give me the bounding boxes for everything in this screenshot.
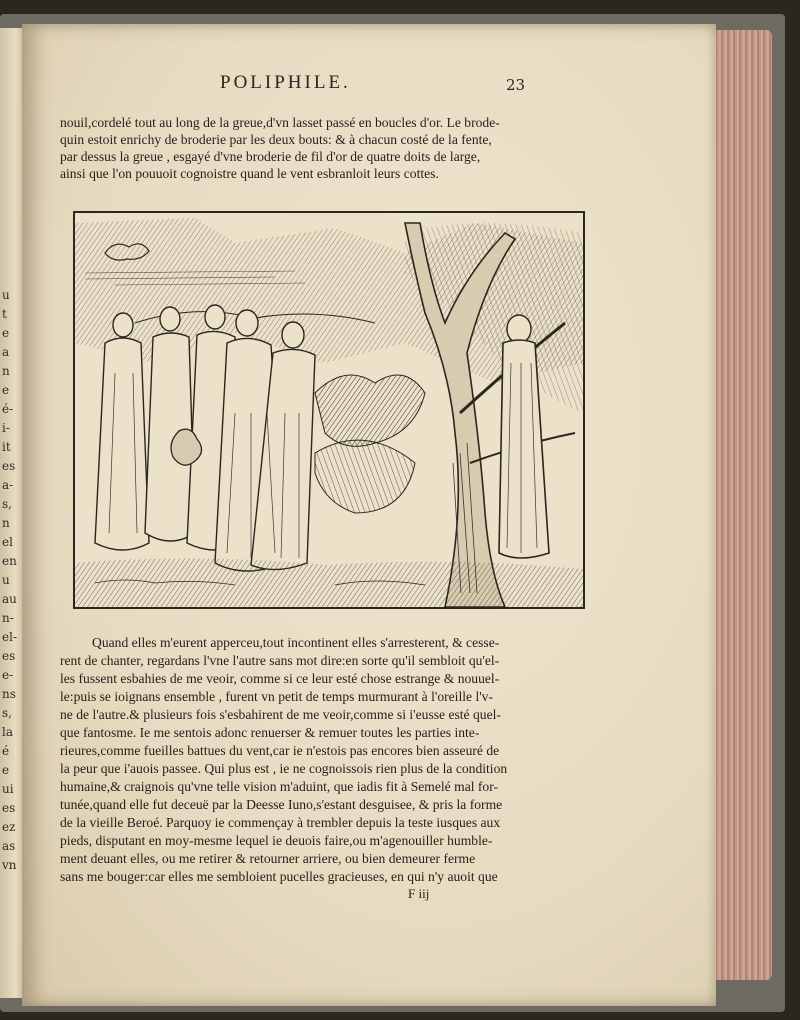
text-line: tunée,quand elle fut deceuë par la Deesse Iuno,s'estant desguisee, & pris la forme [60, 797, 503, 812]
left-page-fragment: es [2, 459, 16, 473]
left-page-fragment: e- [2, 668, 14, 682]
left-page-fragment: la [2, 725, 13, 739]
text-line: quin estoit enrichy de broderie par les deux bouts: & à chacun costé de la fente, [60, 132, 492, 147]
left-page-fragment: n [2, 364, 10, 378]
text-line: la peur que i'auois passee. Qui plus est , ie ne cognoissois rien plus de la condition [60, 761, 508, 776]
text-line: rent de chanter, regardans l'vne l'autre sans mot dire:en sorte qu'il sembloit qu'el- [60, 653, 500, 668]
left-page-fragment: e [2, 383, 10, 397]
left-page-fragment: e [2, 763, 10, 777]
left-page-fragment: es [2, 801, 16, 815]
left-page-fragment: t [2, 307, 7, 321]
left-page-fragment: ui [2, 782, 14, 796]
text-line: ment deuant elles, ou me retirer & retourner arriere, ou bien demeurer ferme [60, 851, 476, 866]
left-page-fragment: u [2, 288, 10, 302]
left-page-fragment: vn [2, 858, 17, 872]
text-line: que fantosme. Ie me sentois adonc renuerser & remuer toutes les parties inte- [60, 725, 480, 740]
text-line: pieds, disputant en moy-mesme lequel ie deuois faire,ou m'agenouiller humble- [60, 833, 493, 848]
text-line: par dessus la greue , esgayé d'vne broderie de fil d'or de quatre doits de large, [60, 149, 481, 164]
text-line: ainsi que l'on pouuoit cognoistre quand le vent esbranloit leurs cottes. [60, 166, 439, 181]
text-line: rieures,comme fueilles battues du vent,car ie n'estois pas encores bien asseuré de [60, 743, 500, 758]
text-line: de la vieille Beroé. Parquoy ie commençay à trembler depuis la teste iusques aux [60, 815, 501, 830]
page-number: 23 [506, 76, 526, 94]
left-page-fragment: es [2, 649, 16, 663]
left-page-fragment: é- [2, 402, 14, 416]
left-page-fragment: el- [2, 630, 17, 644]
left-page-fragment: en [2, 554, 17, 568]
text-line: sans me bouger:car elles me sembloient pucelles gracieuses, en qui n'y auoit que [60, 869, 498, 884]
page-edges [712, 30, 772, 980]
left-page-fragment: s, [2, 706, 12, 720]
left-page-fragment: el [2, 535, 13, 549]
left-page-fragment: it [2, 440, 11, 454]
left-page-fragment: e [2, 326, 10, 340]
left-page-fragment: i- [2, 421, 10, 435]
left-page-fragment: n- [2, 611, 14, 625]
running-head: POLIPHILE. [220, 72, 351, 93]
text-line: Quand elles m'eurent apperceu,tout incontinent elles s'arresterent, & cesse- [92, 635, 500, 650]
text-line: les fussent esbahies de me veoir, comme si ce leur esté chose estrange & nouuel- [60, 671, 500, 686]
text-line: humaine,& craignois qu'vne telle vision m'aduint, que iadis fit à Semelé mal for- [60, 779, 499, 794]
left-page-fragment: ez [2, 820, 16, 834]
left-page-fragment: a- [2, 478, 14, 492]
left-page-fragment: a [2, 345, 10, 359]
left-page-fragment: au [2, 592, 17, 606]
left-page-fragment: u [2, 573, 10, 587]
woodcut-drawing [75, 213, 583, 607]
left-page-fragment: ns [2, 687, 16, 701]
text-line: le:puis se ioignans ensemble , furent vn petit de temps murmurant à l'oreille l'v- [60, 689, 493, 704]
left-page-fragment: n [2, 516, 10, 530]
left-page-fragment: é [2, 744, 10, 758]
text-line: nouil,cordelé tout au long de la greue,d'vn lasset passé en boucles d'or. Le brode- [60, 115, 500, 130]
left-page-fragment: s, [2, 497, 12, 511]
woodcut-illustration [73, 211, 585, 609]
text-line: ne de l'autre.& plusieurs fois s'esbahirent de me veoir,comme si i'eusse esté quel- [60, 707, 501, 722]
left-page-fragment: as [2, 839, 16, 853]
signature-mark: F iij [408, 886, 430, 901]
